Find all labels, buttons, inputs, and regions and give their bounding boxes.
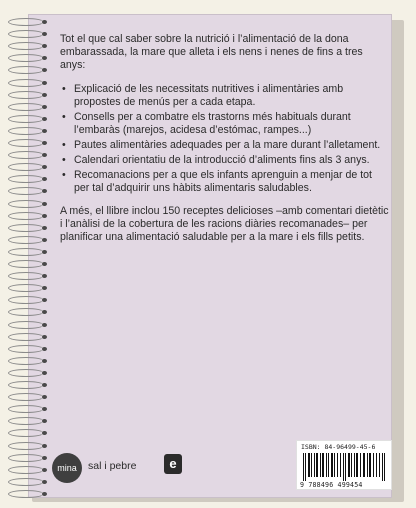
e-logo: e: [164, 454, 182, 474]
binding-ring: [8, 284, 44, 292]
list-item: • Calendari orientatiu de la introducció d’aliments fins als 3 anys.: [60, 154, 390, 167]
barcode-box: [296, 440, 392, 490]
binding-ring: [8, 345, 44, 353]
binding-ring: [8, 321, 44, 329]
binding-ring: [8, 417, 44, 425]
list-item: • Explicació de les necessitats nutritives i alimentàries amb propostes de menús per a cada etapa.: [60, 83, 390, 109]
binding-ring: [8, 151, 44, 159]
binding-ring: [8, 175, 44, 183]
binding-ring: [8, 103, 44, 111]
binding-ring: [8, 18, 44, 26]
barcode-icon: [301, 453, 389, 481]
binding-ring: [8, 139, 44, 147]
intro-paragraph: Tot el que cal saber sobre la nutrició i l’alimentació de la dona embarassada, la mare que alleta i els nens i nenes de fins a tres anys:: [60, 33, 363, 71]
isbn-label: ISBN: 84-96499-45-6: [301, 443, 376, 451]
feature-list: [60, 83, 390, 195]
binding-ring: [8, 91, 44, 99]
spiral-binding: [8, 14, 48, 504]
binding-ring: [8, 357, 44, 365]
ean-number: 9 788496 499454: [300, 481, 363, 489]
list-item: • Consells per a combatre els trastorns més habituals durant l’embaràs (marejos, acidesa d’estómac, rampes...): [60, 111, 390, 137]
imprint-name: sal i pebre: [88, 460, 137, 472]
binding-ring: [8, 212, 44, 220]
binding-ring: [8, 442, 44, 450]
binding-ring: [8, 224, 44, 232]
binding-ring: [8, 272, 44, 280]
binding-ring: [8, 66, 44, 74]
binding-ring: [8, 236, 44, 244]
binding-ring: [8, 454, 44, 462]
binding-ring: [8, 429, 44, 437]
mina-logo: mina: [52, 453, 82, 483]
binding-ring: [8, 79, 44, 87]
recipes-paragraph: A més, el llibre inclou 150 receptes delicioses –amb comentari dietètic i l’anàlisi de la cobertura de les racions diàries recomanades– per planificar una alimentació saludable per a la mare i els fills petits.: [60, 205, 389, 243]
binding-ring: [8, 30, 44, 38]
binding-ring: [8, 115, 44, 123]
binding-ring: [8, 187, 44, 195]
binding-ring: [8, 381, 44, 389]
binding-ring: [8, 393, 44, 401]
binding-ring: [8, 163, 44, 171]
binding-ring: [8, 260, 44, 268]
binding-ring: [8, 248, 44, 256]
binding-ring: [8, 200, 44, 208]
binding-ring: [8, 127, 44, 135]
back-cover-text: [60, 33, 390, 255]
list-item: • Recomanacions per a que els infants aprenguin a menjar de tot per tal d’adquirir uns hàbits alimentaris saludables.: [60, 169, 390, 195]
binding-ring: [8, 308, 44, 316]
binding-ring: [8, 42, 44, 50]
binding-ring: [8, 466, 44, 474]
list-item: • Pautes alimentàries adequades per a la mare durant l’alletament.: [60, 139, 390, 152]
binding-ring: [8, 296, 44, 304]
binding-ring: [8, 369, 44, 377]
binding-ring: [8, 478, 44, 486]
binding-ring: [8, 54, 44, 62]
binding-ring: [8, 333, 44, 341]
binding-ring: [8, 405, 44, 413]
binding-ring: [8, 490, 44, 498]
